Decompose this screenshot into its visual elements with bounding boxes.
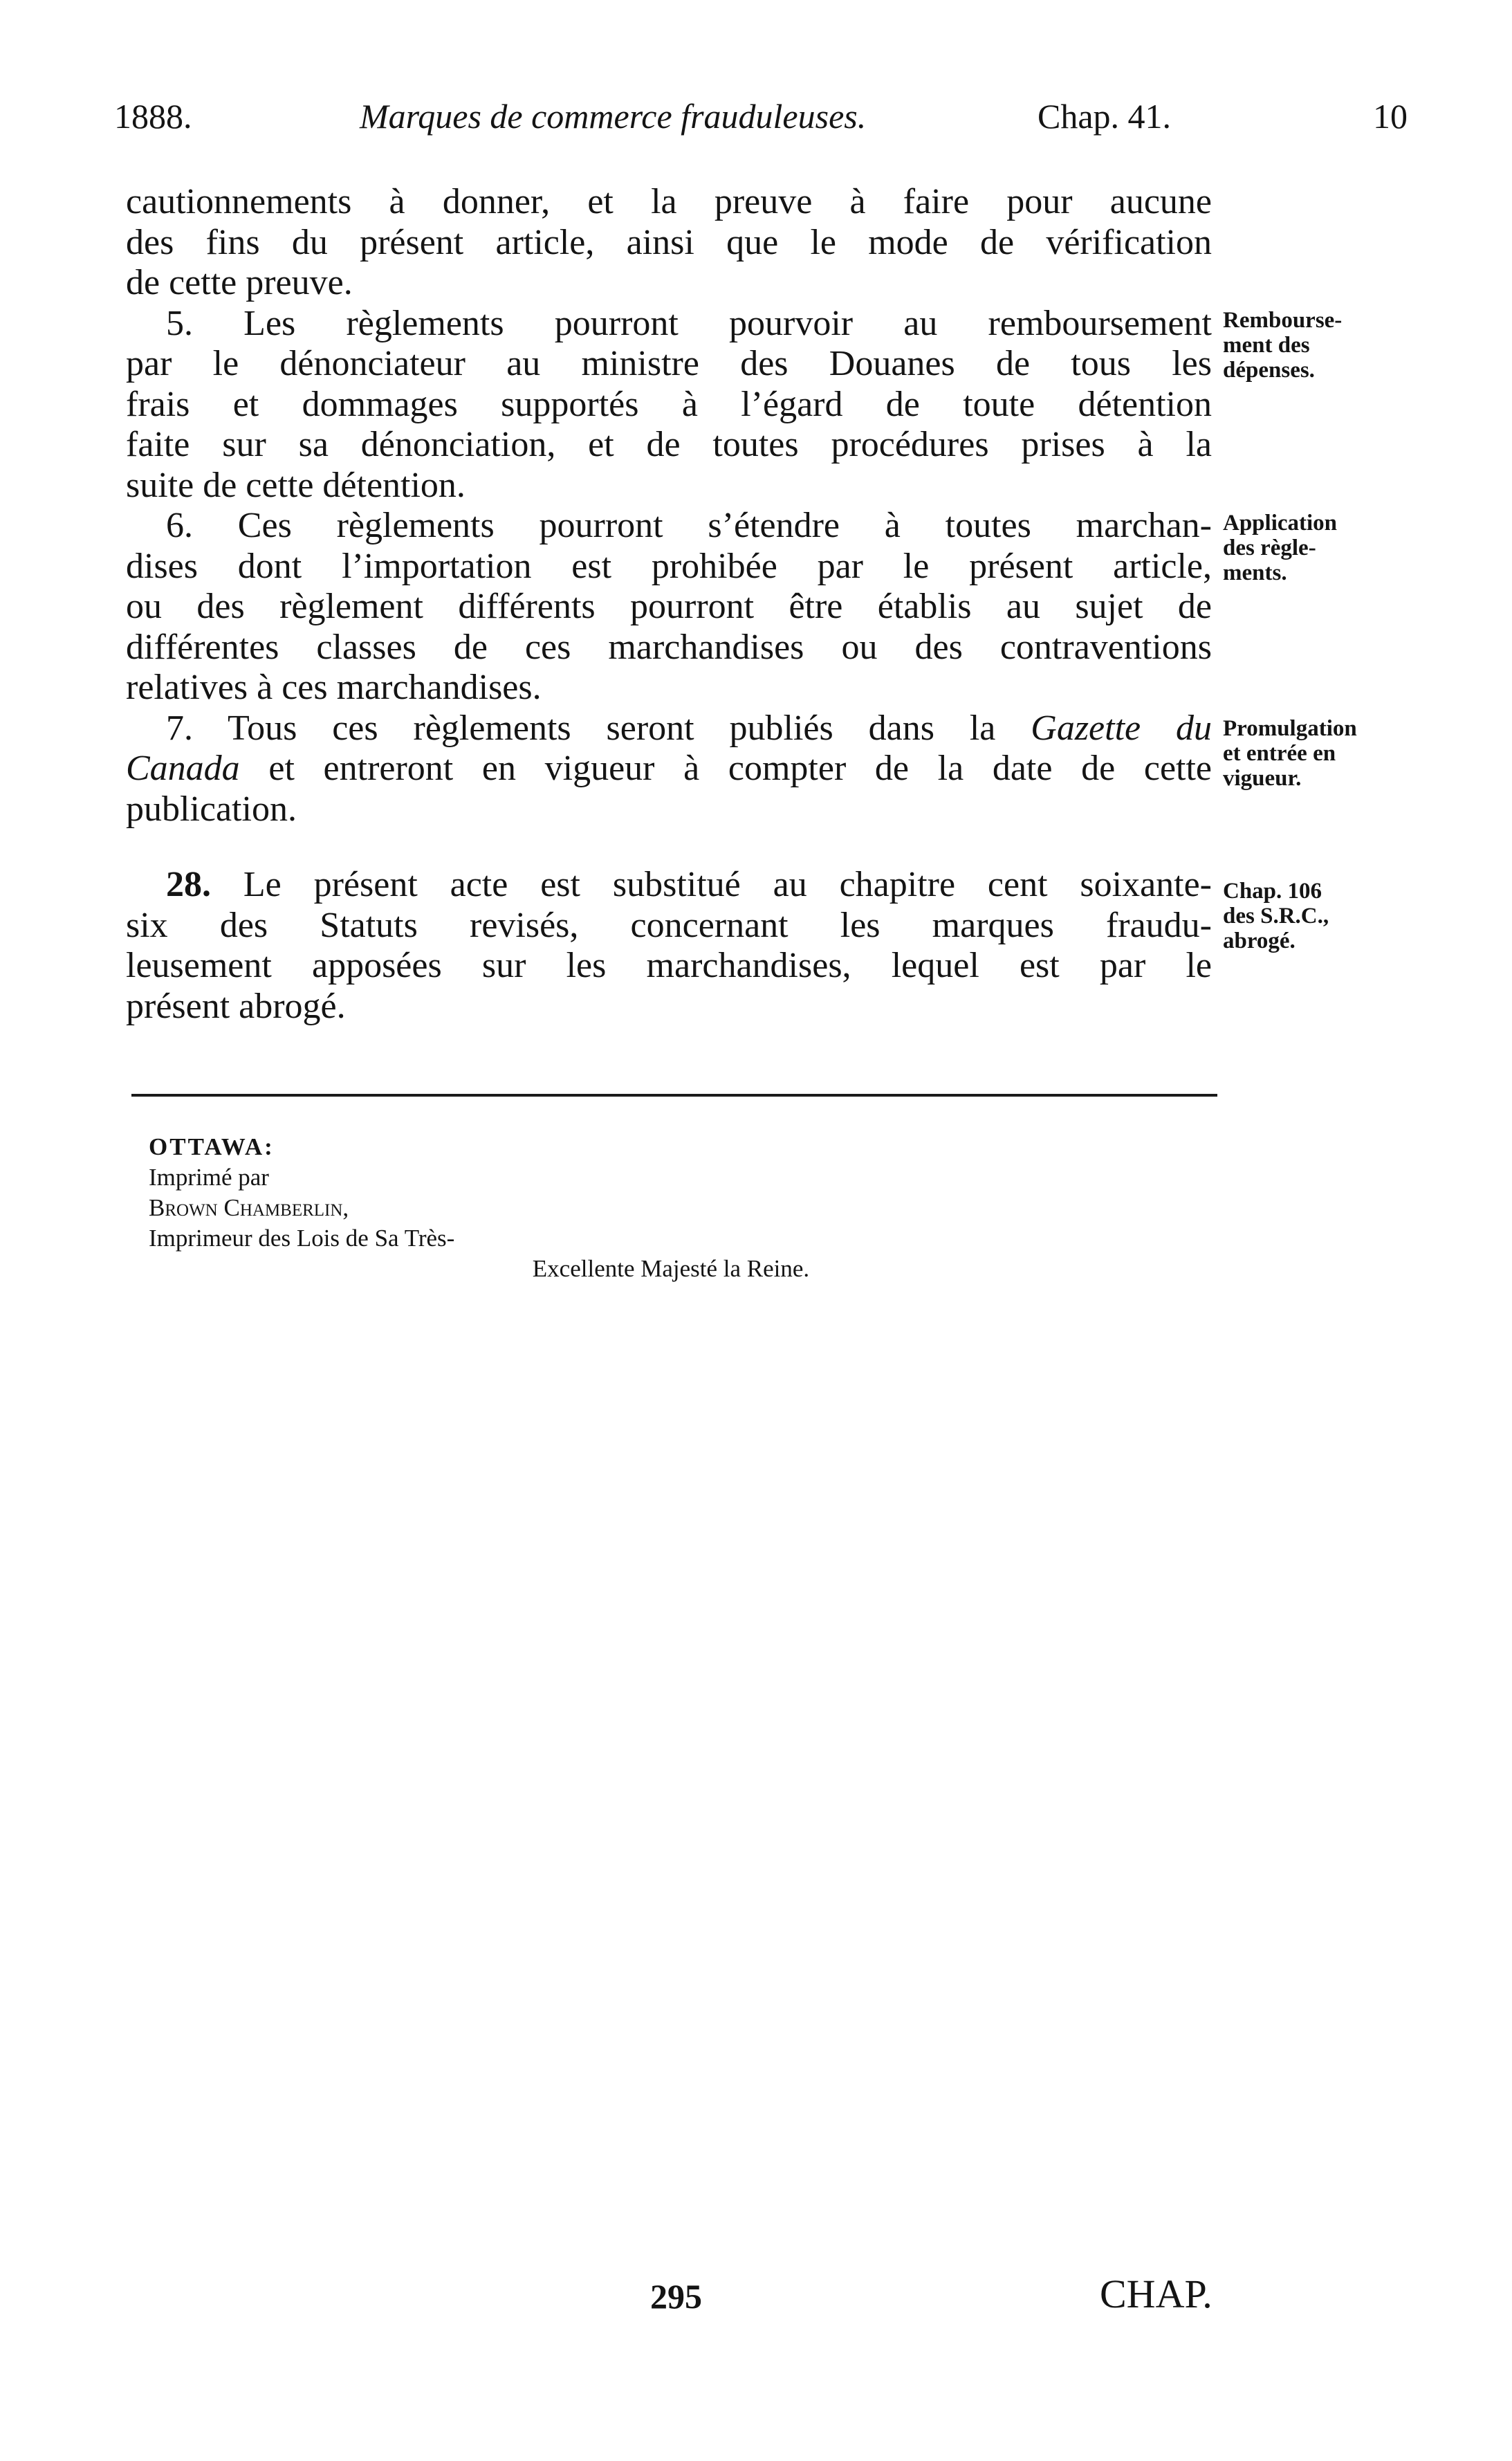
text-line: relatives à ces marchandises. bbox=[126, 668, 542, 707]
text-line: par le dénonciateur au ministre des Douanes de tous les bbox=[126, 344, 1212, 383]
margin-note-line: Application bbox=[1223, 511, 1338, 536]
text-line: de cette preuve. bbox=[126, 263, 353, 302]
footer-catchword: CHAP. bbox=[1100, 2271, 1213, 2316]
imprint-lead: OTTAWA: bbox=[149, 1133, 275, 1160]
imprint-text: Imprimé par bbox=[149, 1164, 269, 1191]
text-line: présent abrogé. bbox=[126, 986, 346, 1026]
text-line: des fins du présent article, ainsi que le mode de vérification bbox=[126, 222, 1212, 262]
text-line: cautionnements à donner, et la preuve à faire pour aucune bbox=[126, 182, 1212, 221]
margin-note-remboursement bbox=[1223, 308, 1396, 383]
text-line bbox=[126, 749, 1212, 789]
gazette-title: Gazette du bbox=[1031, 708, 1213, 748]
margin-note-line: abrogé. bbox=[1223, 928, 1296, 953]
margin-note-promulgation bbox=[1223, 716, 1396, 791]
margin-note-line: dépenses. bbox=[1223, 358, 1315, 383]
text-line bbox=[126, 865, 1212, 906]
header-page-number: 10 bbox=[1373, 97, 1408, 136]
text-block-section-28 bbox=[126, 865, 1212, 1027]
text-line: leusement apposées sur les marchandises, lequel est par le bbox=[126, 946, 1212, 985]
text-line: publication. bbox=[126, 789, 297, 829]
gazette-title: Canada bbox=[126, 749, 240, 788]
text-line bbox=[126, 708, 1212, 749]
imprint-line: Excellente Majesté la Reine. bbox=[532, 1255, 810, 1282]
imprint-text: Imprimeur des Lois de Sa Très- bbox=[149, 1225, 455, 1252]
margin-note-chap-106 bbox=[1223, 879, 1396, 953]
text-line: six des Statuts revisés, concernant les marques fraudu- bbox=[126, 905, 1212, 945]
margin-note-line: et entrée en bbox=[1223, 741, 1336, 766]
text-line: différentes classes de ces marchandises ou des contraventions bbox=[126, 627, 1212, 667]
printer-imprint bbox=[149, 1132, 1193, 1284]
imprint-line bbox=[149, 1132, 1193, 1254]
imprint-printer: Brown Chamberlin, bbox=[149, 1194, 349, 1221]
text-line: ou des règlement différents pourront être établis au sujet de bbox=[126, 587, 1212, 626]
margin-note-line: Promulgation bbox=[1223, 716, 1357, 741]
header-title: Marques de commerce frauduleuses. bbox=[360, 97, 867, 136]
text-run: Le présent acte est substitué au chapitre cent soixante- bbox=[243, 865, 1213, 904]
margin-note-line: Chap. 106 bbox=[1223, 879, 1322, 904]
header-year: 1888. bbox=[114, 97, 192, 136]
footer-page-number: 295 bbox=[650, 2277, 702, 2316]
margin-note-line: Rembourse- bbox=[1223, 308, 1343, 333]
text-line: 5. Les règlements pourront pourvoir au remboursement bbox=[166, 303, 1212, 343]
header-chapter: Chap. 41. bbox=[1038, 97, 1172, 136]
margin-note-line: ment des bbox=[1223, 333, 1310, 358]
text-line: suite de cette détention. bbox=[126, 465, 465, 505]
text-run: et entreront en vigueur à compter de la date de cette bbox=[268, 749, 1212, 788]
text-line: frais et dommages supportés à l’égard de toute détention bbox=[126, 384, 1212, 424]
text-line: 6. Ces règlements pourront s’étendre à toutes marchan- bbox=[166, 506, 1212, 545]
margin-note-line: des règle- bbox=[1223, 536, 1316, 560]
text-run: 7. Tous ces règlements seront publiés dans la bbox=[166, 708, 996, 748]
section-number: 28. bbox=[166, 865, 211, 904]
margin-note-line: ments. bbox=[1223, 560, 1287, 585]
margin-note-line: vigueur. bbox=[1223, 766, 1302, 791]
margin-note-application bbox=[1223, 511, 1396, 585]
horizontal-rule bbox=[131, 1094, 1217, 1097]
margin-note-line: des S.R.C., bbox=[1223, 904, 1329, 928]
text-line: dises dont l’importation est prohibée par le présent article, bbox=[126, 546, 1212, 586]
text-block-sections-4-7 bbox=[126, 182, 1212, 830]
text-line: faite sur sa dénonciation, et de toutes procédures prises à la bbox=[126, 425, 1212, 464]
